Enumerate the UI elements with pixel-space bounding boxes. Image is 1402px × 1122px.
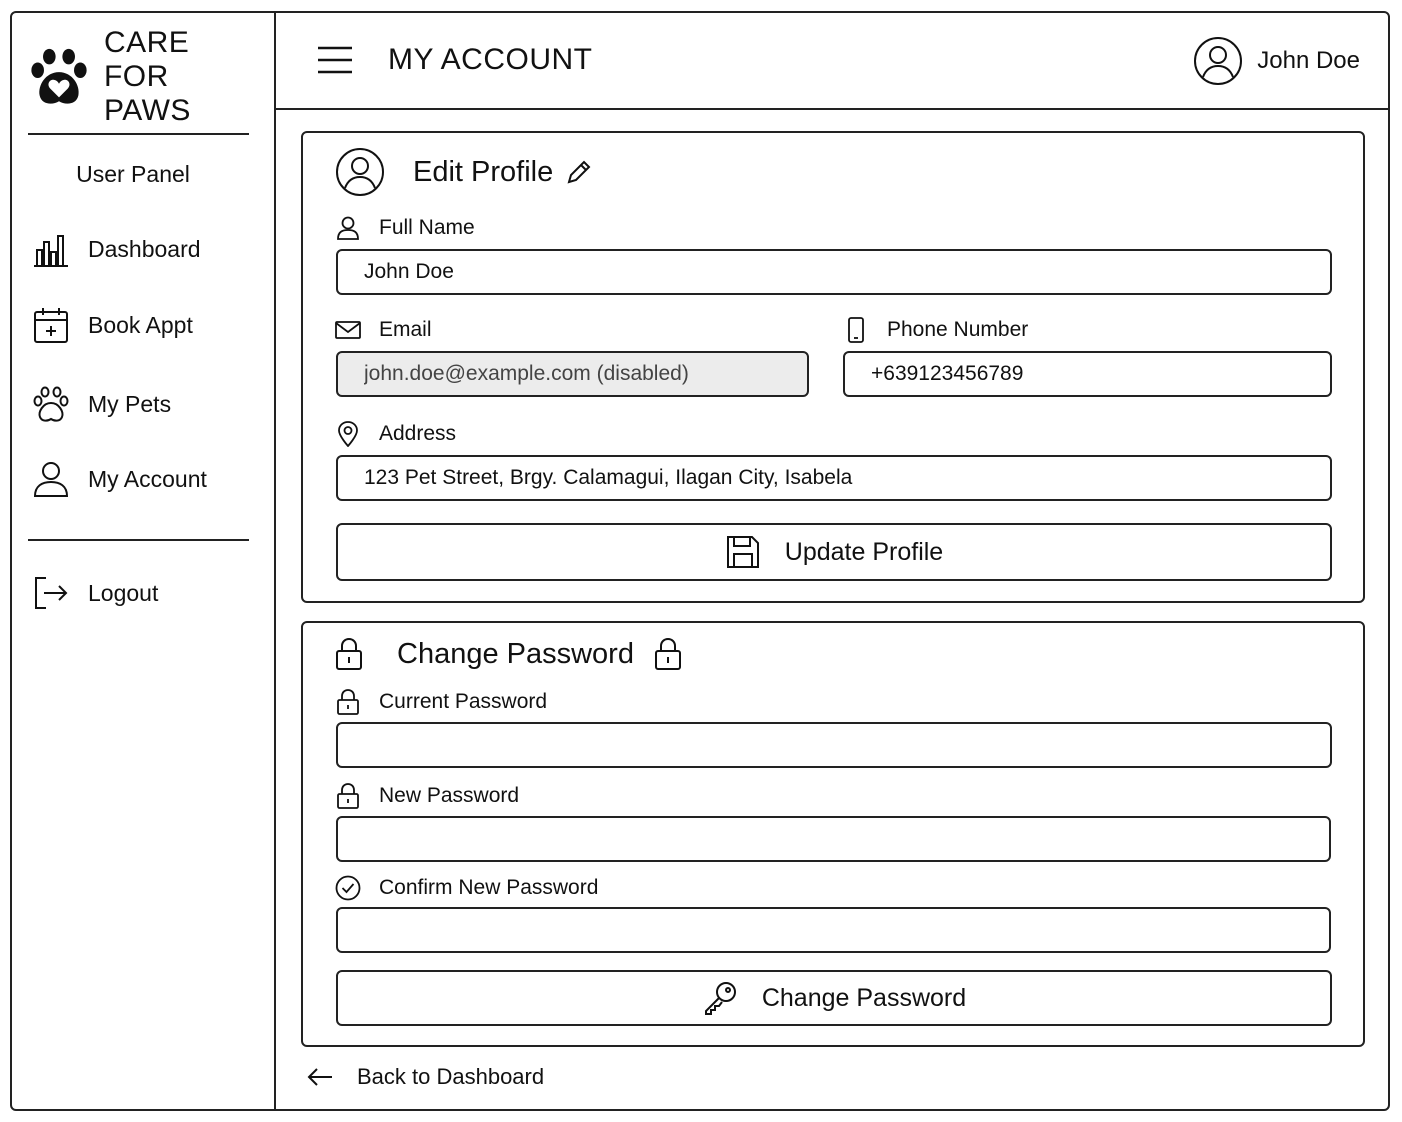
- phone-label-text: Phone Number: [887, 318, 1029, 341]
- top-header: [276, 11, 1390, 110]
- phone-input[interactable]: [843, 351, 1332, 397]
- back-to-dashboard-link[interactable]: [305, 1060, 544, 1094]
- lock-icon: [335, 783, 361, 809]
- new-password-input[interactable]: [336, 816, 1331, 862]
- lock-icon: [654, 637, 682, 671]
- confirm-password-input[interactable]: [336, 907, 1331, 953]
- address-input[interactable]: [336, 455, 1332, 501]
- user-circle-icon: [335, 147, 385, 197]
- current-password-input[interactable]: [336, 722, 1332, 768]
- full-name-label: [335, 215, 475, 241]
- brand[interactable]: [28, 26, 258, 127]
- current-password-label-text: Current Password: [379, 690, 548, 713]
- email-label-text: Email: [379, 318, 432, 341]
- user-name: John Doe: [1257, 47, 1360, 74]
- phone-icon: [843, 317, 869, 343]
- sidebar-item-my-account[interactable]: [32, 457, 207, 501]
- full-name-input[interactable]: [336, 249, 1332, 295]
- check-circle-icon: [335, 875, 361, 901]
- full-name-label-text: Full Name: [379, 216, 475, 239]
- confirm-password-label-text: Confirm New Password: [379, 876, 599, 899]
- sidebar-divider: [28, 539, 249, 541]
- brand-line-1: CARE FOR: [103, 26, 190, 93]
- page-title: MY ACCOUNT: [388, 43, 593, 76]
- change-password-title: Change Password: [397, 637, 634, 670]
- sidebar-divider: [28, 133, 249, 135]
- edit-profile-title: Edit Profile: [413, 155, 554, 188]
- save-icon: [725, 534, 761, 570]
- change-password-button-label: Change Password: [761, 983, 967, 1012]
- brand-name: [104, 26, 258, 128]
- new-password-label-text: New Password: [379, 784, 520, 807]
- calendar-plus-icon: [32, 306, 70, 344]
- paw-heart-logo-icon: [28, 44, 92, 110]
- logout-label: Logout: [88, 579, 159, 606]
- logout-icon: [32, 574, 70, 612]
- hamburger-menu-icon[interactable]: [316, 43, 354, 77]
- bar-chart-icon: [32, 230, 70, 268]
- email-label: [335, 317, 432, 343]
- back-link-label: Back to Dashboard: [357, 1064, 545, 1089]
- panel-title: User Panel: [76, 161, 190, 187]
- edit-profile-card: [301, 131, 1365, 603]
- new-password-label: [335, 783, 519, 809]
- edit-profile-header: [335, 147, 593, 197]
- user-avatar-icon: [1193, 36, 1243, 86]
- lock-icon: [335, 637, 363, 671]
- current-password-label: [335, 689, 547, 715]
- sidebar-item-label: My Account: [88, 465, 207, 492]
- sidebar: [10, 11, 276, 1111]
- sidebar-item-label: Book Appt: [88, 311, 193, 338]
- phone-label: [843, 317, 1028, 343]
- address-label-text: Address: [379, 422, 457, 445]
- paw-icon: [32, 385, 70, 423]
- change-password-button[interactable]: [336, 970, 1332, 1026]
- update-profile-button[interactable]: [336, 523, 1332, 581]
- pencil-icon[interactable]: [565, 158, 593, 186]
- sidebar-item-book-appt[interactable]: [32, 303, 193, 347]
- lock-icon: [335, 689, 361, 715]
- change-password-card: [301, 621, 1365, 1047]
- sidebar-item-label: My Pets: [88, 390, 172, 417]
- brand-line-2: PAWS: [103, 94, 191, 127]
- arrow-left-icon: [305, 1062, 335, 1092]
- address-label: [335, 421, 456, 447]
- sidebar-item-my-pets[interactable]: [32, 382, 171, 426]
- update-profile-label: Update Profile: [784, 537, 944, 566]
- sidebar-item-label: Dashboard: [88, 235, 201, 262]
- user-icon: [335, 215, 361, 241]
- user-menu[interactable]: [1193, 35, 1360, 87]
- sidebar-item-logout[interactable]: [32, 571, 158, 615]
- change-password-header: [335, 637, 682, 671]
- sidebar-item-dashboard[interactable]: [32, 227, 201, 271]
- mail-icon: [335, 317, 361, 343]
- confirm-password-label: [335, 875, 598, 901]
- map-pin-icon: [335, 421, 361, 447]
- user-icon: [32, 460, 70, 498]
- key-icon: [702, 980, 738, 1016]
- email-field: [336, 351, 809, 397]
